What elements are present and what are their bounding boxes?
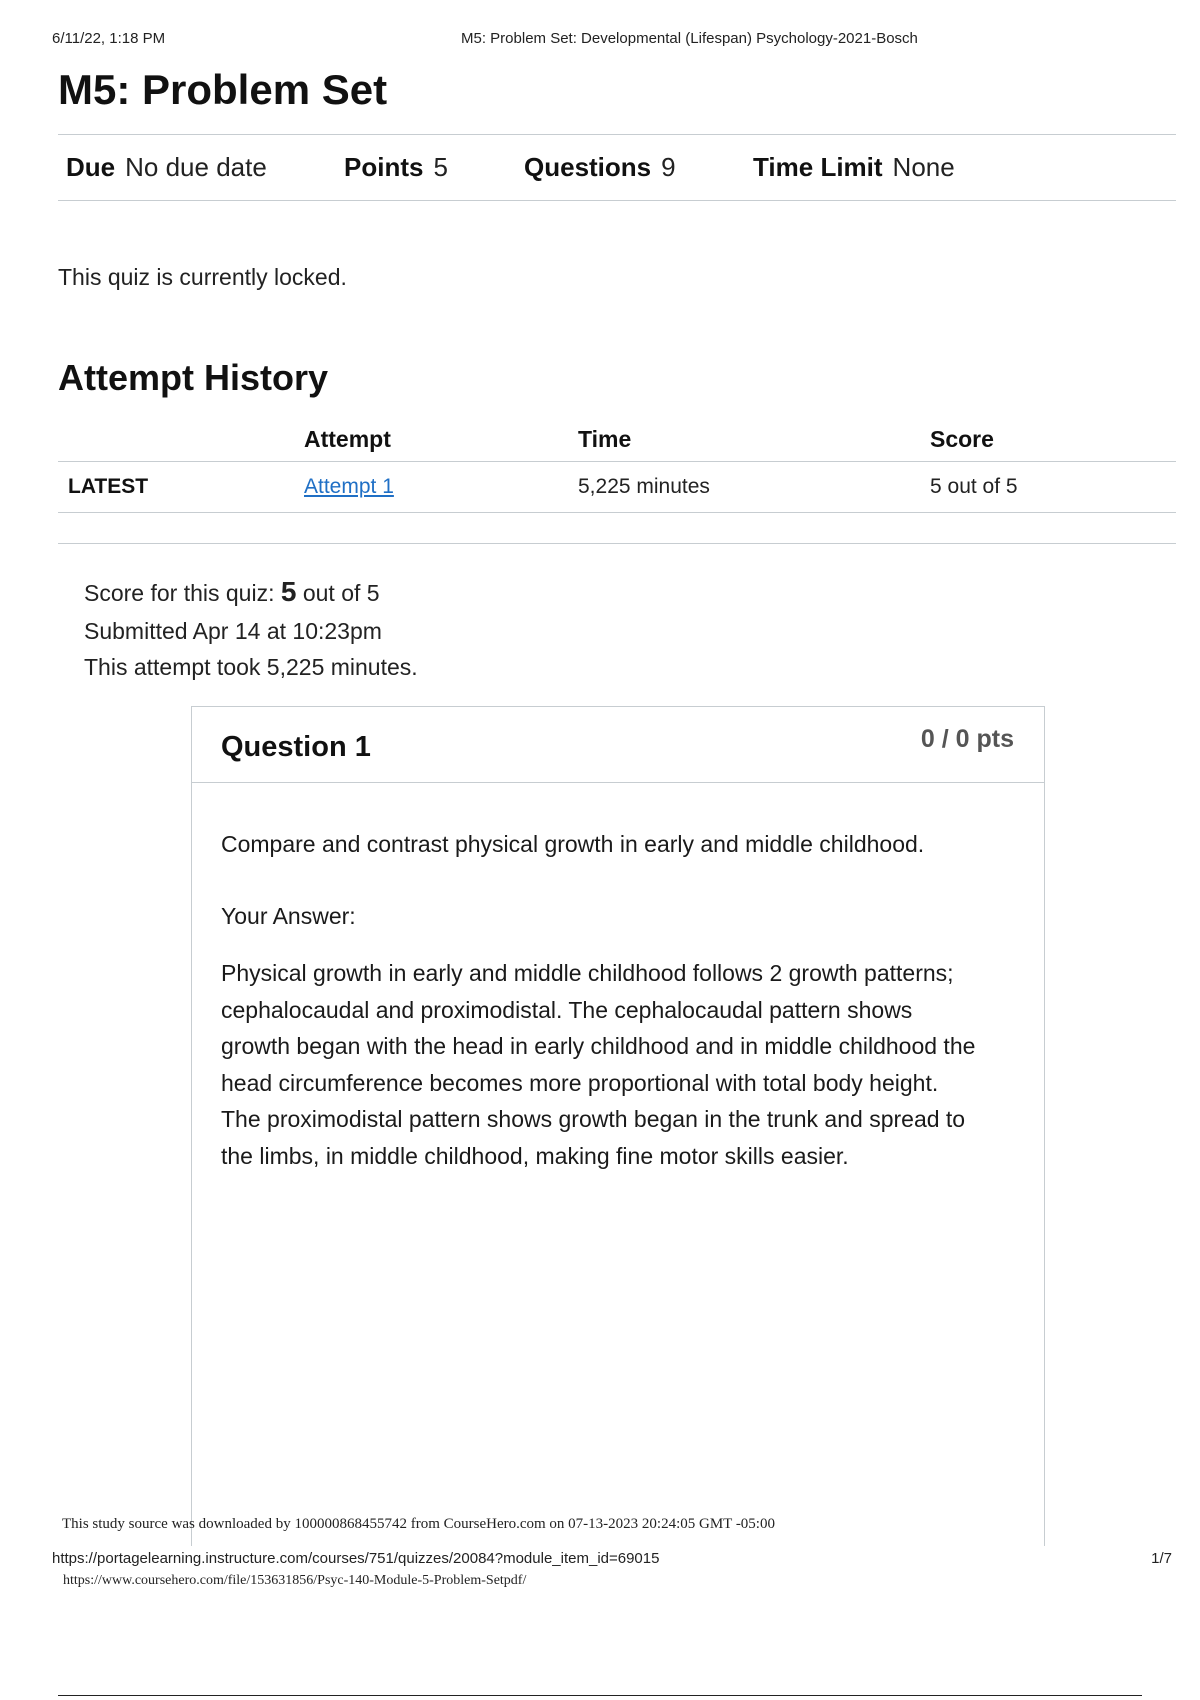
answer-line: cephalocaudal and proximodistal. The cephalocaudal pattern shows — [221, 996, 913, 1023]
answer-line: growth began with the head in early childhood and in middle childhood the — [221, 1033, 976, 1059]
questions-value: 9 — [661, 152, 676, 182]
quiz-time-limit — [753, 152, 955, 183]
question-points: 0 / 0 pts — [920, 725, 1014, 753]
divider — [58, 543, 1176, 544]
answer-text — [221, 955, 1021, 1174]
page-number: 1/7 — [1151, 1550, 1172, 1567]
questions-label: Questions — [524, 152, 652, 182]
question-card — [191, 706, 1045, 1546]
due-value: No due date — [125, 152, 267, 182]
question-text: Compare and contrast physical growth in early and middle childhood. — [221, 831, 925, 857]
time-limit-value: None — [892, 152, 955, 182]
table-header-divider — [58, 461, 1176, 462]
points-value: 5 — [433, 152, 448, 182]
divider — [58, 200, 1176, 201]
table-row-divider — [58, 512, 1176, 513]
quiz-questions — [524, 152, 676, 183]
answer-line: Physical growth in early and middle childhood follows 2 growth patterns; — [221, 960, 954, 986]
attempt-score: 5 out of 5 — [930, 475, 1018, 498]
download-watermark: This study source was downloaded by 100000868455742 from CourseHero.com on 07-13-2023 20:24:05 GMT -05:00 — [62, 1516, 775, 1532]
score-value: 5 — [280, 576, 297, 607]
column-header-time: Time — [578, 426, 632, 452]
answer-line: the limbs, in middle childhood, making fine motor skills easier. — [221, 1142, 849, 1169]
attempt-history-heading: Attempt History — [58, 357, 329, 398]
locked-message: This quiz is currently locked. — [58, 264, 347, 290]
attempt-duration: This attempt took 5,225 minutes. — [84, 654, 418, 680]
question-title: Question 1 — [221, 731, 371, 763]
source-url: https://www.coursehero.com/file/153631856/Psyc-140-Module-5-Problem-Setpdf/ — [63, 1573, 527, 1588]
column-header-attempt: Attempt — [304, 426, 391, 452]
quiz-score-summary — [84, 576, 380, 608]
answer-label: Your Answer: — [221, 903, 356, 929]
answer-line: head circumference becomes more proportional with total body height. — [221, 1069, 939, 1096]
print-date: 6/11/22, 1:18 PM — [52, 30, 166, 47]
bottom-divider — [58, 1695, 1142, 1696]
time-limit-label: Time Limit — [753, 152, 883, 182]
due-label: Due — [66, 152, 116, 182]
submitted-time: Submitted Apr 14 at 10:23pm — [84, 618, 382, 644]
score-prefix: Score for this quiz: — [84, 580, 281, 606]
points-label: Points — [344, 152, 424, 182]
print-page-title: M5: Problem Set: Developmental (Lifespan) Psychology-2021-Bosch — [461, 30, 918, 47]
quiz-due — [66, 152, 267, 183]
page-url: https://portagelearning.instructure.com/courses/751/quizzes/20084?module_item_id=69015 — [52, 1550, 660, 1567]
question-header — [192, 707, 1044, 783]
answer-line: The proximodistal pattern shows growth began in the trunk and spread to — [221, 1106, 966, 1132]
score-suffix: out of 5 — [296, 580, 380, 606]
column-header-score: Score — [930, 426, 994, 452]
attempt-time: 5,225 minutes — [578, 475, 710, 498]
quiz-title: M5: Problem Set — [58, 66, 388, 113]
attempt-link[interactable]: Attempt 1 — [304, 475, 394, 498]
row-label: LATEST — [68, 475, 149, 498]
quiz-points — [344, 152, 448, 183]
divider — [58, 134, 1176, 135]
